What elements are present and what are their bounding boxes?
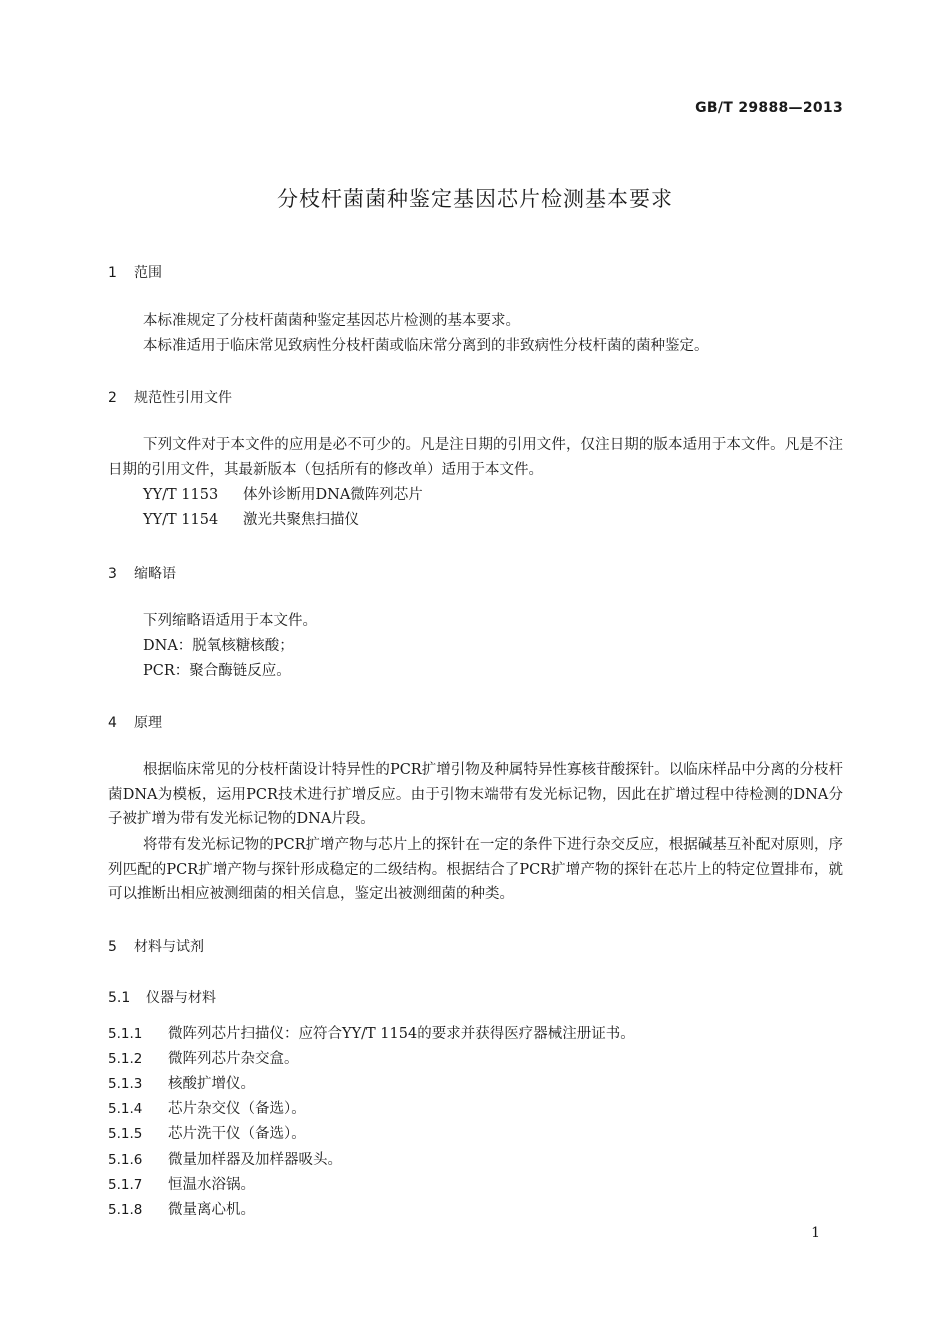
reference-code: YY/T 1154 xyxy=(143,512,219,528)
item-text: 微量离心机。 xyxy=(168,1202,255,1218)
section-title: 原理 xyxy=(134,715,162,731)
item-number: 5.1.5 xyxy=(108,1126,143,1142)
item-text: 微量加样器及加样器吸头。 xyxy=(168,1152,342,1168)
item-number: 5.1.1 xyxy=(108,1026,143,1042)
section-2-heading xyxy=(108,387,232,407)
section-4-heading xyxy=(108,712,162,732)
item-number: 5.1.8 xyxy=(108,1202,143,1218)
section-title: 范围 xyxy=(134,265,162,281)
section-4-paragraph-1: 根据临床常见的分枝杆菌设计特异性的PCR扩增引物及种属特异性寡核苷酸探针。以临床样品中分离的分枝杆菌DNA为模板，运用PCR技术进行扩增反应。由于引物末端带有发光标记物，因此在扩增过程中待检测的DNA分子被扩增为带有发光标记物的DNA片段。 xyxy=(108,762,843,827)
reference-title: 激光共聚焦扫描仪 xyxy=(243,512,359,528)
list-item xyxy=(108,1072,255,1093)
section-1-heading xyxy=(108,262,162,282)
section-title: 缩略语 xyxy=(134,566,176,582)
item-text: 芯片杂交仪（备选）。 xyxy=(168,1101,306,1117)
section-number: 3 xyxy=(108,566,117,582)
item-number: 5.1.4 xyxy=(108,1101,143,1117)
item-number: 5.1.6 xyxy=(108,1152,143,1168)
section-1-paragraph-1: 本标准规定了分枝杆菌菌种鉴定基因芯片检测的基本要求。 xyxy=(143,313,520,329)
list-item xyxy=(108,1198,255,1219)
item-number: 5.1.3 xyxy=(108,1076,143,1092)
abbreviation-dna: DNA：脱氧核糖核酸； xyxy=(143,638,294,654)
item-text: 微阵列芯片杂交盒。 xyxy=(168,1051,299,1067)
section-number: 5 xyxy=(108,939,117,955)
abbreviation-pcr: PCR：聚合酶链反应。 xyxy=(143,663,291,679)
document-title: 分枝杆菌菌种鉴定基因芯片检测基本要求 xyxy=(277,187,673,211)
section-5-heading xyxy=(108,936,204,956)
list-item xyxy=(108,1047,299,1068)
subsection-5-1-heading xyxy=(108,987,216,1007)
reference-item xyxy=(143,483,423,508)
item-text: 恒温水浴锅。 xyxy=(168,1177,255,1193)
section-2-paragraph-1: 下列文件对于本文件的应用是必不可少的。凡是注日期的引用文件，仅注日期的版本适用于本文件。凡是不注日期的引用文件，其最新版本（包括所有的修改单）适用于本文件。 xyxy=(108,437,843,478)
list-item xyxy=(108,1022,635,1043)
item-text: 芯片洗干仪（备选）。 xyxy=(168,1126,306,1142)
item-number: 5.1.7 xyxy=(108,1177,143,1193)
subsection-number: 5.1 xyxy=(108,990,131,1006)
page-number: 1 xyxy=(811,1225,820,1241)
standard-code: GB/T 29888—2013 xyxy=(695,100,843,116)
section-number: 4 xyxy=(108,715,117,731)
list-item xyxy=(108,1148,342,1169)
item-text: 微阵列芯片扫描仪：应符合YY/T 1154的要求并获得医疗器械注册证书。 xyxy=(168,1026,635,1042)
list-item xyxy=(108,1173,255,1194)
section-title: 规范性引用文件 xyxy=(134,390,232,406)
section-number: 1 xyxy=(108,265,117,281)
list-item xyxy=(108,1097,306,1118)
subsection-title: 仪器与材料 xyxy=(146,990,216,1006)
section-3-paragraph-1: 下列缩略语适用于本文件。 xyxy=(143,613,317,629)
item-number: 5.1.2 xyxy=(108,1051,143,1067)
section-number: 2 xyxy=(108,390,117,406)
reference-title: 体外诊断用DNA微阵列芯片 xyxy=(243,487,423,503)
section-1-paragraph-2: 本标准适用于临床常见致病性分枝杆菌或临床常分离到的非致病性分枝杆菌的菌种鉴定。 xyxy=(143,338,709,354)
list-item xyxy=(108,1122,306,1143)
item-text: 核酸扩增仪。 xyxy=(168,1076,255,1092)
section-3-heading xyxy=(108,563,176,583)
reference-item xyxy=(143,508,359,533)
reference-code: YY/T 1153 xyxy=(143,487,219,503)
section-title: 材料与试剂 xyxy=(134,939,204,955)
section-4-paragraph-2: 将带有发光标记物的PCR扩增产物与芯片上的探针在一定的条件下进行杂交反应，根据碱基互补配对原则，序列匹配的PCR扩增产物与探针形成稳定的二级结构。根据结合了PCR扩增产物的探针在芯片上的特定位置排布，就可以推断出相应被测细菌的相关信息，鉴定出被测细菌的种类。 xyxy=(108,837,843,902)
